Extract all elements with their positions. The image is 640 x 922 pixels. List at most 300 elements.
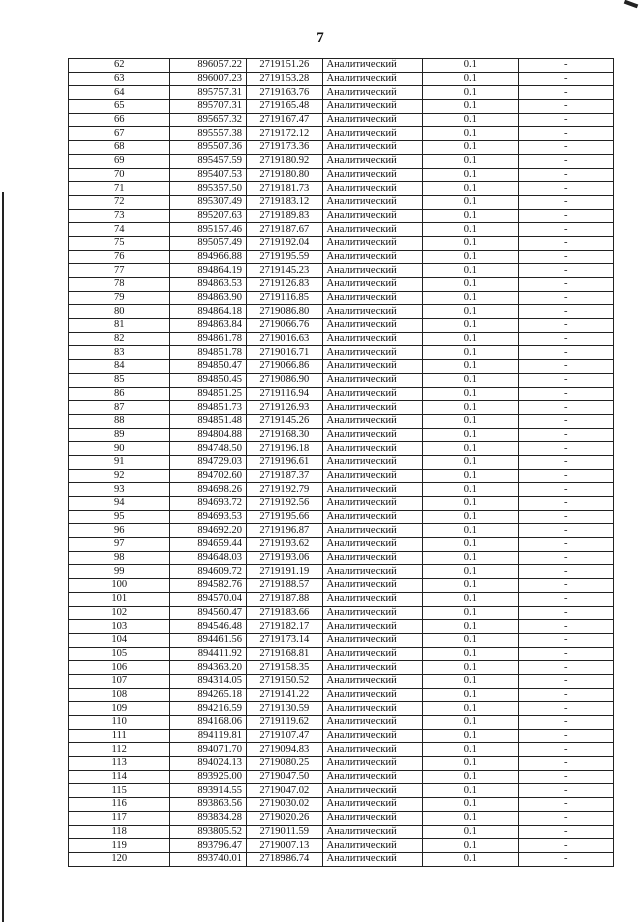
- description-cell: -: [518, 757, 613, 771]
- y-coordinate-cell: 2719126.83: [246, 278, 322, 292]
- y-coordinate-cell: 2719016.63: [246, 332, 322, 346]
- method-cell: Аналитический: [322, 291, 423, 305]
- accuracy-cell: 0.1: [423, 647, 519, 661]
- table-row: [69, 770, 614, 784]
- description-cell: -: [518, 250, 613, 264]
- description-cell: -: [518, 86, 613, 100]
- description-cell: -: [518, 633, 613, 647]
- accuracy-cell: 0.1: [423, 565, 519, 579]
- method-cell: Аналитический: [322, 278, 423, 292]
- description-cell: -: [518, 264, 613, 278]
- description-cell: -: [518, 442, 613, 456]
- y-coordinate-cell: 2719189.83: [246, 209, 322, 223]
- table-row: [69, 551, 614, 565]
- table-row: [69, 182, 614, 196]
- point-number-cell: 104: [69, 633, 170, 647]
- table-row: [69, 647, 614, 661]
- table-row: [69, 757, 614, 771]
- accuracy-cell: 0.1: [423, 154, 519, 168]
- description-cell: -: [518, 510, 613, 524]
- table-row: [69, 798, 614, 812]
- y-coordinate-cell: 2719182.17: [246, 620, 322, 634]
- y-coordinate-cell: 2719107.47: [246, 729, 322, 743]
- y-coordinate-cell: 2719007.13: [246, 839, 322, 853]
- method-cell: Аналитический: [322, 127, 423, 141]
- x-coordinate-cell: 894546.48: [170, 620, 247, 634]
- point-number-cell: 71: [69, 182, 170, 196]
- description-cell: -: [518, 223, 613, 237]
- coordinates-table-body: [69, 59, 614, 867]
- accuracy-cell: 0.1: [423, 455, 519, 469]
- method-cell: Аналитический: [322, 469, 423, 483]
- point-number-cell: 98: [69, 551, 170, 565]
- table-row: [69, 278, 614, 292]
- method-cell: Аналитический: [322, 59, 423, 73]
- point-number-cell: 92: [69, 469, 170, 483]
- accuracy-cell: 0.1: [423, 209, 519, 223]
- point-number-cell: 115: [69, 784, 170, 798]
- table-row: [69, 250, 614, 264]
- table-row: [69, 346, 614, 360]
- accuracy-cell: 0.1: [423, 592, 519, 606]
- x-coordinate-cell: 895507.36: [170, 141, 247, 155]
- table-row: [69, 154, 614, 168]
- accuracy-cell: 0.1: [423, 770, 519, 784]
- table-row: [69, 538, 614, 552]
- table-row: [69, 86, 614, 100]
- x-coordinate-cell: 894582.76: [170, 579, 247, 593]
- y-coordinate-cell: 2719181.73: [246, 182, 322, 196]
- description-cell: -: [518, 387, 613, 401]
- point-number-cell: 111: [69, 729, 170, 743]
- y-coordinate-cell: 2719047.50: [246, 770, 322, 784]
- description-cell: -: [518, 688, 613, 702]
- x-coordinate-cell: 893740.01: [170, 852, 247, 866]
- method-cell: Аналитический: [322, 716, 423, 730]
- method-cell: Аналитический: [322, 264, 423, 278]
- description-cell: -: [518, 606, 613, 620]
- x-coordinate-cell: 894851.73: [170, 401, 247, 415]
- y-coordinate-cell: 2719188.57: [246, 579, 322, 593]
- method-cell: Аналитический: [322, 483, 423, 497]
- x-coordinate-cell: 894693.72: [170, 497, 247, 511]
- y-coordinate-cell: 2719183.66: [246, 606, 322, 620]
- table-row: [69, 305, 614, 319]
- table-row: [69, 469, 614, 483]
- method-cell: Аналитический: [322, 606, 423, 620]
- y-coordinate-cell: 2719195.66: [246, 510, 322, 524]
- method-cell: Аналитический: [322, 86, 423, 100]
- table-row: [69, 236, 614, 250]
- description-cell: -: [518, 565, 613, 579]
- point-number-cell: 86: [69, 387, 170, 401]
- point-number-cell: 70: [69, 168, 170, 182]
- y-coordinate-cell: 2719141.22: [246, 688, 322, 702]
- method-cell: Аналитический: [322, 620, 423, 634]
- method-cell: Аналитический: [322, 839, 423, 853]
- method-cell: Аналитический: [322, 236, 423, 250]
- point-number-cell: 73: [69, 209, 170, 223]
- point-number-cell: 72: [69, 195, 170, 209]
- description-cell: -: [518, 716, 613, 730]
- method-cell: Аналитический: [322, 360, 423, 374]
- table-row: [69, 729, 614, 743]
- table-row: [69, 209, 614, 223]
- table-row: [69, 141, 614, 155]
- y-coordinate-cell: 2719163.76: [246, 86, 322, 100]
- method-cell: Аналитический: [322, 551, 423, 565]
- method-cell: Аналитический: [322, 223, 423, 237]
- accuracy-cell: 0.1: [423, 236, 519, 250]
- table-row: [69, 373, 614, 387]
- point-number-cell: 66: [69, 113, 170, 127]
- x-coordinate-cell: 894851.25: [170, 387, 247, 401]
- description-cell: -: [518, 332, 613, 346]
- description-cell: -: [518, 852, 613, 866]
- table-row: [69, 510, 614, 524]
- method-cell: Аналитический: [322, 674, 423, 688]
- y-coordinate-cell: 2719080.25: [246, 757, 322, 771]
- accuracy-cell: 0.1: [423, 688, 519, 702]
- description-cell: -: [518, 401, 613, 415]
- table-row: [69, 565, 614, 579]
- x-coordinate-cell: 894693.53: [170, 510, 247, 524]
- table-row: [69, 839, 614, 853]
- accuracy-cell: 0.1: [423, 278, 519, 292]
- table-row: [69, 620, 614, 634]
- description-cell: -: [518, 497, 613, 511]
- description-cell: -: [518, 168, 613, 182]
- table-row: [69, 319, 614, 333]
- point-number-cell: 97: [69, 538, 170, 552]
- table-row: [69, 716, 614, 730]
- method-cell: Аналитический: [322, 182, 423, 196]
- x-coordinate-cell: 894659.44: [170, 538, 247, 552]
- table-row: [69, 688, 614, 702]
- point-number-cell: 93: [69, 483, 170, 497]
- point-number-cell: 101: [69, 592, 170, 606]
- method-cell: Аналитический: [322, 346, 423, 360]
- description-cell: -: [518, 278, 613, 292]
- accuracy-cell: 0.1: [423, 127, 519, 141]
- method-cell: Аналитический: [322, 401, 423, 415]
- accuracy-cell: 0.1: [423, 716, 519, 730]
- y-coordinate-cell: 2719193.62: [246, 538, 322, 552]
- x-coordinate-cell: 893925.00: [170, 770, 247, 784]
- description-cell: -: [518, 455, 613, 469]
- table-row: [69, 195, 614, 209]
- description-cell: -: [518, 702, 613, 716]
- point-number-cell: 64: [69, 86, 170, 100]
- table-row: [69, 291, 614, 305]
- x-coordinate-cell: 894966.88: [170, 250, 247, 264]
- x-coordinate-cell: 896007.23: [170, 72, 247, 86]
- y-coordinate-cell: 2719187.88: [246, 592, 322, 606]
- method-cell: Аналитический: [322, 373, 423, 387]
- table-row: [69, 606, 614, 620]
- description-cell: -: [518, 798, 613, 812]
- method-cell: Аналитический: [322, 852, 423, 866]
- y-coordinate-cell: 2719196.18: [246, 442, 322, 456]
- x-coordinate-cell: 893796.47: [170, 839, 247, 853]
- method-cell: Аналитический: [322, 305, 423, 319]
- accuracy-cell: 0.1: [423, 606, 519, 620]
- method-cell: Аналитический: [322, 811, 423, 825]
- point-number-cell: 69: [69, 154, 170, 168]
- description-cell: -: [518, 551, 613, 565]
- description-cell: -: [518, 538, 613, 552]
- description-cell: -: [518, 784, 613, 798]
- accuracy-cell: 0.1: [423, 195, 519, 209]
- x-coordinate-cell: 894461.56: [170, 633, 247, 647]
- method-cell: Аналитический: [322, 592, 423, 606]
- y-coordinate-cell: 2719016.71: [246, 346, 322, 360]
- point-number-cell: 100: [69, 579, 170, 593]
- method-cell: Аналитический: [322, 250, 423, 264]
- point-number-cell: 78: [69, 278, 170, 292]
- accuracy-cell: 0.1: [423, 387, 519, 401]
- table-row: [69, 674, 614, 688]
- point-number-cell: 113: [69, 757, 170, 771]
- x-coordinate-cell: 894698.26: [170, 483, 247, 497]
- accuracy-cell: 0.1: [423, 551, 519, 565]
- description-cell: -: [518, 469, 613, 483]
- y-coordinate-cell: 2719191.19: [246, 565, 322, 579]
- method-cell: Аналитический: [322, 141, 423, 155]
- table-row: [69, 442, 614, 456]
- table-row: [69, 784, 614, 798]
- x-coordinate-cell: 896057.22: [170, 59, 247, 73]
- point-number-cell: 94: [69, 497, 170, 511]
- method-cell: Аналитический: [322, 579, 423, 593]
- accuracy-cell: 0.1: [423, 72, 519, 86]
- accuracy-cell: 0.1: [423, 373, 519, 387]
- description-cell: -: [518, 524, 613, 538]
- method-cell: Аналитический: [322, 319, 423, 333]
- method-cell: Аналитический: [322, 168, 423, 182]
- method-cell: Аналитический: [322, 332, 423, 346]
- point-number-cell: 75: [69, 236, 170, 250]
- accuracy-cell: 0.1: [423, 633, 519, 647]
- point-number-cell: 120: [69, 852, 170, 866]
- table-row: [69, 455, 614, 469]
- description-cell: -: [518, 100, 613, 114]
- table-row: [69, 223, 614, 237]
- table-row: [69, 264, 614, 278]
- x-coordinate-cell: 894119.81: [170, 729, 247, 743]
- description-cell: -: [518, 483, 613, 497]
- x-coordinate-cell: 894748.50: [170, 442, 247, 456]
- x-coordinate-cell: 895057.49: [170, 236, 247, 250]
- y-coordinate-cell: 2719119.62: [246, 716, 322, 730]
- point-number-cell: 102: [69, 606, 170, 620]
- y-coordinate-cell: 2719196.87: [246, 524, 322, 538]
- x-coordinate-cell: 894863.90: [170, 291, 247, 305]
- accuracy-cell: 0.1: [423, 784, 519, 798]
- table-row: [69, 633, 614, 647]
- method-cell: Аналитический: [322, 428, 423, 442]
- point-number-cell: 88: [69, 414, 170, 428]
- x-coordinate-cell: 895357.50: [170, 182, 247, 196]
- description-cell: -: [518, 373, 613, 387]
- accuracy-cell: 0.1: [423, 839, 519, 853]
- description-cell: -: [518, 770, 613, 784]
- x-coordinate-cell: 895307.49: [170, 195, 247, 209]
- accuracy-cell: 0.1: [423, 401, 519, 415]
- y-coordinate-cell: 2718986.74: [246, 852, 322, 866]
- method-cell: Аналитический: [322, 414, 423, 428]
- method-cell: Аналитический: [322, 770, 423, 784]
- point-number-cell: 119: [69, 839, 170, 853]
- x-coordinate-cell: 894570.04: [170, 592, 247, 606]
- y-coordinate-cell: 2719066.86: [246, 360, 322, 374]
- table-row: [69, 483, 614, 497]
- x-coordinate-cell: 894851.48: [170, 414, 247, 428]
- method-cell: Аналитический: [322, 647, 423, 661]
- table-row: [69, 428, 614, 442]
- x-coordinate-cell: 894216.59: [170, 702, 247, 716]
- scan-mark: [624, 0, 639, 8]
- point-number-cell: 67: [69, 127, 170, 141]
- point-number-cell: 117: [69, 811, 170, 825]
- accuracy-cell: 0.1: [423, 852, 519, 866]
- y-coordinate-cell: 2719047.02: [246, 784, 322, 798]
- y-coordinate-cell: 2719196.61: [246, 455, 322, 469]
- method-cell: Аналитический: [322, 702, 423, 716]
- y-coordinate-cell: 2719145.26: [246, 414, 322, 428]
- x-coordinate-cell: 894648.03: [170, 551, 247, 565]
- point-number-cell: 95: [69, 510, 170, 524]
- x-coordinate-cell: 895407.53: [170, 168, 247, 182]
- point-number-cell: 110: [69, 716, 170, 730]
- y-coordinate-cell: 2719086.80: [246, 305, 322, 319]
- accuracy-cell: 0.1: [423, 332, 519, 346]
- table-row: [69, 497, 614, 511]
- x-coordinate-cell: 894314.05: [170, 674, 247, 688]
- x-coordinate-cell: 894864.18: [170, 305, 247, 319]
- description-cell: -: [518, 839, 613, 853]
- x-coordinate-cell: 895557.38: [170, 127, 247, 141]
- accuracy-cell: 0.1: [423, 825, 519, 839]
- table-row: [69, 360, 614, 374]
- description-cell: -: [518, 319, 613, 333]
- method-cell: Аналитический: [322, 72, 423, 86]
- description-cell: -: [518, 59, 613, 73]
- y-coordinate-cell: 2719173.14: [246, 633, 322, 647]
- accuracy-cell: 0.1: [423, 346, 519, 360]
- point-number-cell: 82: [69, 332, 170, 346]
- method-cell: Аналитический: [322, 538, 423, 552]
- description-cell: -: [518, 127, 613, 141]
- accuracy-cell: 0.1: [423, 264, 519, 278]
- point-number-cell: 74: [69, 223, 170, 237]
- description-cell: -: [518, 661, 613, 675]
- coordinates-table: [68, 58, 614, 867]
- table-row: [69, 127, 614, 141]
- description-cell: -: [518, 291, 613, 305]
- accuracy-cell: 0.1: [423, 469, 519, 483]
- point-number-cell: 109: [69, 702, 170, 716]
- table-row: [69, 59, 614, 73]
- point-number-cell: 85: [69, 373, 170, 387]
- x-coordinate-cell: 894729.03: [170, 455, 247, 469]
- description-cell: -: [518, 428, 613, 442]
- y-coordinate-cell: 2719116.85: [246, 291, 322, 305]
- y-coordinate-cell: 2719193.06: [246, 551, 322, 565]
- x-coordinate-cell: 894863.53: [170, 278, 247, 292]
- accuracy-cell: 0.1: [423, 100, 519, 114]
- accuracy-cell: 0.1: [423, 497, 519, 511]
- method-cell: Аналитический: [322, 113, 423, 127]
- table-row: [69, 811, 614, 825]
- method-cell: Аналитический: [322, 688, 423, 702]
- accuracy-cell: 0.1: [423, 59, 519, 73]
- description-cell: -: [518, 647, 613, 661]
- x-coordinate-cell: 894071.70: [170, 743, 247, 757]
- x-coordinate-cell: 893834.28: [170, 811, 247, 825]
- method-cell: Аналитический: [322, 565, 423, 579]
- table-row: [69, 401, 614, 415]
- description-cell: -: [518, 674, 613, 688]
- y-coordinate-cell: 2719180.80: [246, 168, 322, 182]
- point-number-cell: 68: [69, 141, 170, 155]
- method-cell: Аналитический: [322, 510, 423, 524]
- accuracy-cell: 0.1: [423, 798, 519, 812]
- y-coordinate-cell: 2719168.30: [246, 428, 322, 442]
- point-number-cell: 77: [69, 264, 170, 278]
- y-coordinate-cell: 2719086.90: [246, 373, 322, 387]
- y-coordinate-cell: 2719192.79: [246, 483, 322, 497]
- method-cell: Аналитический: [322, 784, 423, 798]
- x-coordinate-cell: 893863.56: [170, 798, 247, 812]
- accuracy-cell: 0.1: [423, 442, 519, 456]
- accuracy-cell: 0.1: [423, 757, 519, 771]
- method-cell: Аналитический: [322, 100, 423, 114]
- x-coordinate-cell: 894804.88: [170, 428, 247, 442]
- point-number-cell: 83: [69, 346, 170, 360]
- point-number-cell: 105: [69, 647, 170, 661]
- y-coordinate-cell: 2719183.12: [246, 195, 322, 209]
- point-number-cell: 62: [69, 59, 170, 73]
- point-number-cell: 107: [69, 674, 170, 688]
- table-row: [69, 524, 614, 538]
- accuracy-cell: 0.1: [423, 223, 519, 237]
- accuracy-cell: 0.1: [423, 414, 519, 428]
- y-coordinate-cell: 2719158.35: [246, 661, 322, 675]
- x-coordinate-cell: 893805.52: [170, 825, 247, 839]
- accuracy-cell: 0.1: [423, 811, 519, 825]
- accuracy-cell: 0.1: [423, 305, 519, 319]
- x-coordinate-cell: 893914.55: [170, 784, 247, 798]
- x-coordinate-cell: 894024.13: [170, 757, 247, 771]
- y-coordinate-cell: 2719151.26: [246, 59, 322, 73]
- method-cell: Аналитический: [322, 825, 423, 839]
- x-coordinate-cell: 894411.92: [170, 647, 247, 661]
- method-cell: Аналитический: [322, 387, 423, 401]
- point-number-cell: 112: [69, 743, 170, 757]
- accuracy-cell: 0.1: [423, 702, 519, 716]
- method-cell: Аналитический: [322, 524, 423, 538]
- point-number-cell: 65: [69, 100, 170, 114]
- point-number-cell: 80: [69, 305, 170, 319]
- table-row: [69, 414, 614, 428]
- x-coordinate-cell: 894265.18: [170, 688, 247, 702]
- point-number-cell: 108: [69, 688, 170, 702]
- y-coordinate-cell: 2719150.52: [246, 674, 322, 688]
- method-cell: Аналитический: [322, 661, 423, 675]
- accuracy-cell: 0.1: [423, 360, 519, 374]
- accuracy-cell: 0.1: [423, 86, 519, 100]
